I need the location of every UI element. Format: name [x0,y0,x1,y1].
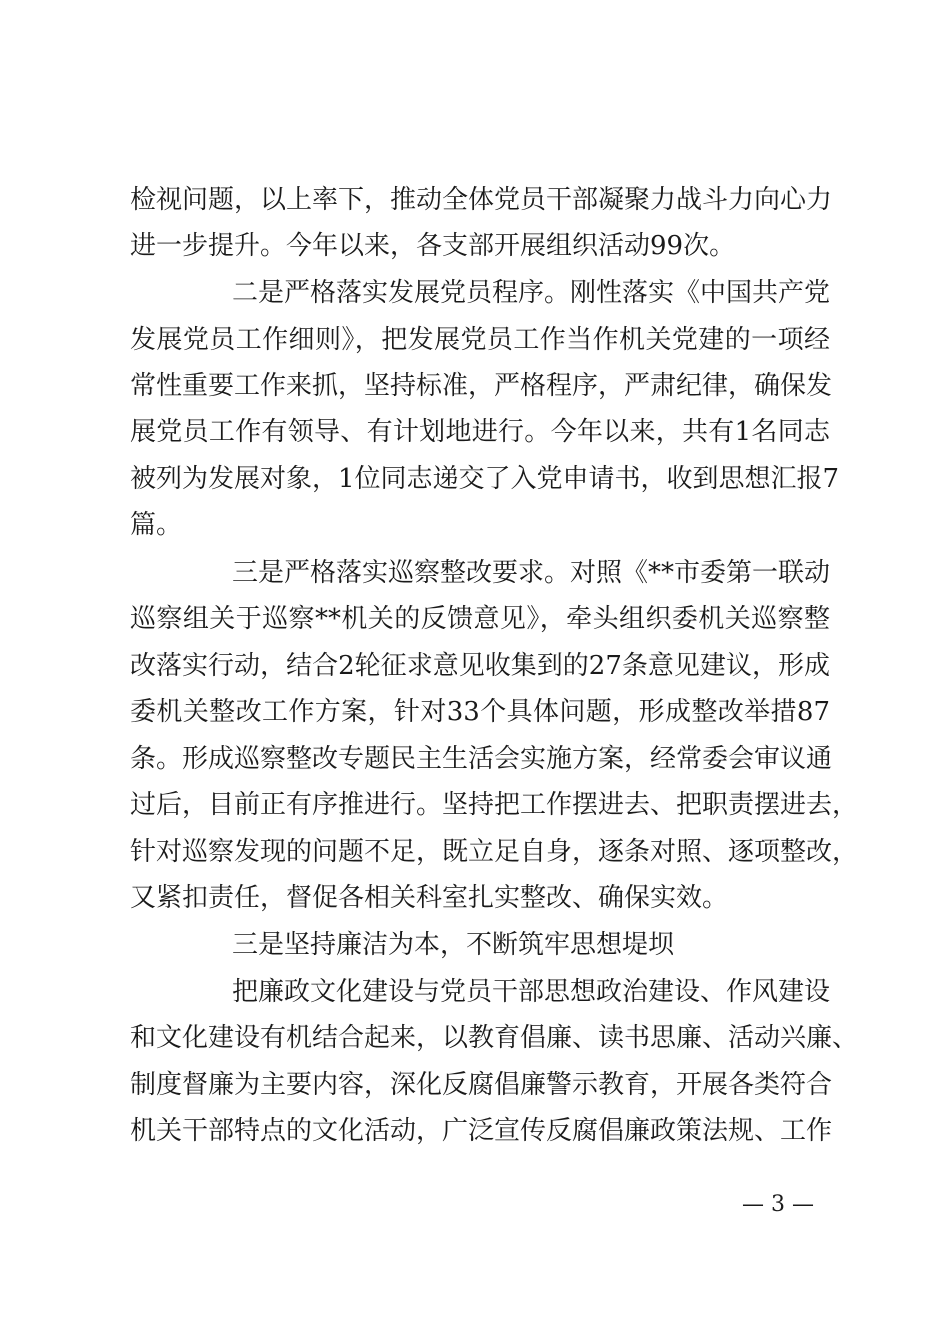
body-line: 发展党员工作细则》，把发展党员工作当作机关党建的一项经 [130,325,830,355]
page-number: — 3 — [742,1192,814,1217]
body-line: 篇。 [130,510,183,540]
paragraph-start-line: 二是严格落实发展党员程序。刚性落实《中国共产党 [232,278,831,308]
paragraph-start-line: 把廉政文化建设与党员干部思想政治建设、作风建设 [232,977,831,1007]
body-line: 针对巡察发现的问题不足，既立足自身，逐条对照、逐项整改， [130,837,859,867]
body-line: 制度督廉为主要内容，深化反腐倡廉警示教育，开展各类符合 [130,1070,833,1100]
section-heading: 三是坚持廉洁为本，不断筑牢思想堤坝 [232,930,675,960]
body-line: 进一步提升。今年以来，各支部开展组织活动99次。 [130,231,736,261]
body-line: 条。形成巡察整改专题民主生活会实施方案，经常委会审议通 [130,744,833,774]
body-line: 常性重要工作来抓，坚持标准，严格程序，严肃纪律，确保发 [130,371,833,401]
body-line: 委机关整改工作方案，针对33个具体问题，形成整改举措87 [130,697,830,727]
body-line: 和文化建设有机结合起来，以教育倡廉、读书思廉、活动兴廉、 [130,1023,859,1053]
body-line: 又紧扣责任，督促各相关科室扎实整改、确保实效。 [130,883,729,913]
body-line: 改落实行动，结合2轮征求意见收集到的27条意见建议，形成 [130,651,830,681]
body-line: 展党员工作有领导、有计划地进行。今年以来，共有1名同志 [130,417,830,447]
body-line: 被列为发展对象，1位同志递交了入党申请书，收到思想汇报7 [130,464,840,494]
body-line: 机关干部特点的文化活动，广泛宣传反腐倡廉政策法规、工作 [130,1116,833,1146]
body-line: 检视问题，以上率下，推动全体党员干部凝聚力战斗力向心力 [130,185,833,215]
body-line: 过后，目前正有序推进行。坚持把工作摆进去、把职责摆进去， [130,790,859,820]
body-line: 巡察组关于巡察**机关的反馈意见》，牵头组织委机关巡察整 [130,604,830,634]
paragraph-start-line: 三是严格落实巡察整改要求。对照《**市委第一联动 [232,558,831,588]
